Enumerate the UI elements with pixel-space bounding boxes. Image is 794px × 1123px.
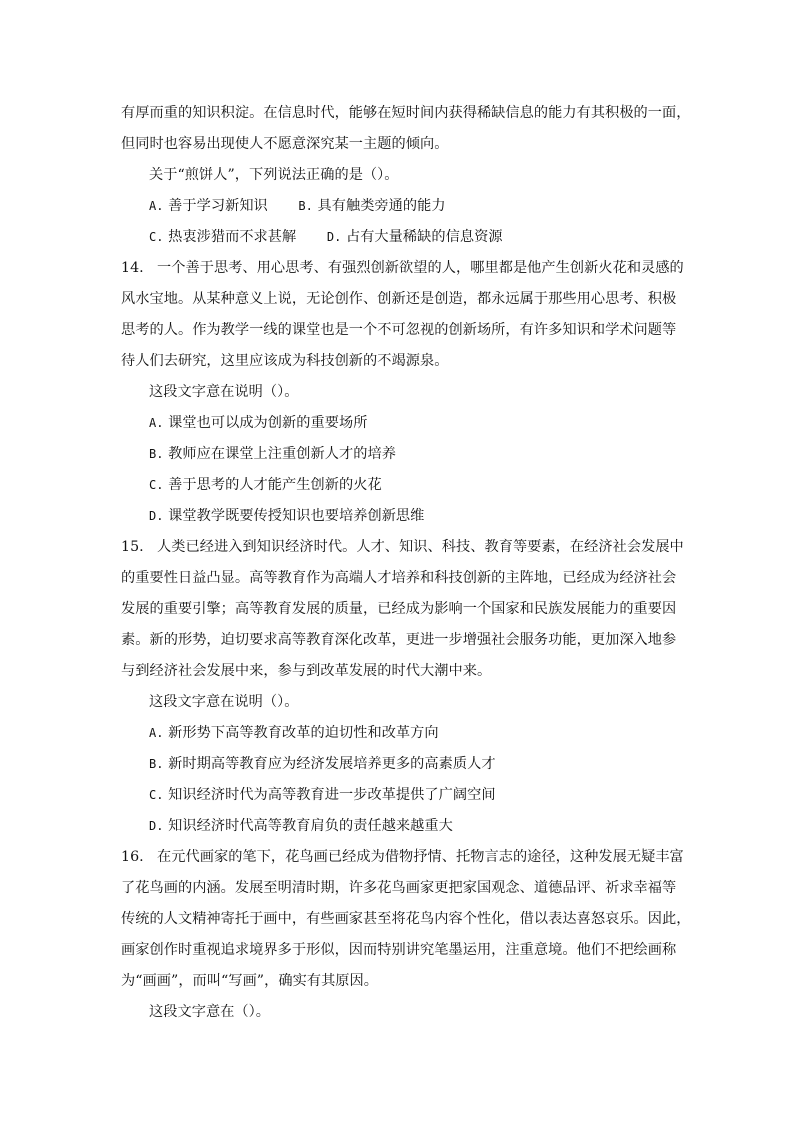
q15-option-d [121, 811, 681, 842]
q16-line: 画家创作时重视追求境界多于形似，因而特别讲究笔墨运用，注重意境。他们不把绘画称 [121, 942, 677, 958]
intro-options-row-1 [121, 191, 681, 222]
option-letter: C. [149, 478, 164, 492]
option-letter: C. [149, 788, 164, 802]
q16-question: 这段文字意在（）。 [149, 1004, 271, 1020]
q14-option-c [121, 470, 681, 501]
option-letter: B. [149, 447, 164, 461]
q15-line: 与到经济社会发展中来，参与到改革发展的时代大潮中来。 [121, 663, 492, 679]
option-letter: B. [149, 757, 164, 771]
intro-line: 有厚而重的知识积淀。在信息时代，能够在短时间内获得稀缺信息的能力有其积极的一面， [121, 105, 691, 121]
q16-text: 在元代画家的笔下，花鸟画已经成为借物抒情、托物言志的途径，这种发展无疑丰富 [157, 849, 684, 865]
option-text: 具有触类旁通的能力 [317, 198, 446, 214]
q16-line: 为“画画”，而叫“写画”，确实有其原因。 [121, 973, 379, 989]
option-text: 热衷涉猎而不求甚解 [168, 229, 297, 245]
option-text: 课堂也可以成为创新的重要场所 [168, 415, 368, 431]
question-number: 16. [121, 849, 144, 865]
q14-question: 这段文字意在说明（）。 [149, 384, 299, 400]
document-body [121, 98, 691, 1028]
option-letter: B. [298, 199, 313, 213]
q14-option-b [121, 439, 681, 470]
option-letter: D. [149, 509, 164, 523]
intro-question: 关于“煎饼人”，下列说法正确的是（）。 [149, 167, 399, 183]
intro-line: 但同时也容易出现使人不愿意深究某一主题的倾向。 [121, 136, 449, 152]
q15-text: 人类已经进入到知识经济时代。人才、知识、科技、教育等要素，在经济社会发展中 [157, 539, 684, 555]
option-text: 善于学习新知识 [168, 198, 268, 214]
option-letter: D. [149, 819, 164, 833]
q16-line: 了花鸟画的内涵。发展至明清时期，许多花鸟画家更把家国观念、道德品评、祈求幸福等 [121, 880, 677, 896]
option-text: 善于思考的人才能产生创新的火花 [168, 477, 382, 493]
option-text: 新时期高等教育应为经济发展培养更多的高素质人才 [168, 756, 496, 772]
q14-option-a [121, 408, 681, 439]
option-letter: A. [149, 416, 164, 430]
question-number: 15. [121, 539, 144, 555]
q15-question: 这段文字意在说明（）。 [149, 694, 299, 710]
q14-line [121, 253, 684, 284]
q16-line [121, 842, 684, 873]
q16-line: 传统的人文精神寄托于画中，有些画家甚至将花鸟内容个性化，借以表达喜怒哀乐。因此， [121, 911, 691, 927]
option-text: 知识经济时代高等教育肩负的责任越来越重大 [168, 818, 453, 834]
q15-option-a [121, 718, 681, 749]
option-text: 知识经济时代为高等教育进一步改革提供了广阔空间 [168, 787, 496, 803]
option-letter: C. [149, 230, 164, 244]
q14-line: 风水宝地。从某种意义上说，无论创作、创新还是创造，都永远属于那些用心思考、积极 [121, 291, 677, 307]
q15-line: 素。新的形势，迫切要求高等教育深化改革，更进一步增强社会服务功能，更加深入地参 [121, 632, 677, 648]
intro-options-row-2 [121, 222, 681, 253]
option-text: 课堂教学既要传授知识也要培养创新思维 [168, 508, 425, 524]
q14-line: 思考的人。作为教学一线的课堂也是一个不可忽视的创新场所，有许多知识和学术问题等 [121, 322, 677, 338]
option-text: 教师应在课堂上注重创新人才的培养 [168, 446, 396, 462]
option-letter: A. [149, 199, 164, 213]
q15-option-b [121, 749, 681, 780]
q14-text: 一个善于思考、用心思考、有强烈创新欲望的人，哪里都是他产生创新火花和灵感的 [157, 260, 684, 276]
option-letter: D. [326, 230, 342, 244]
option-letter: A. [149, 726, 164, 740]
q14-option-d [121, 501, 681, 532]
q15-option-c [121, 780, 681, 811]
option-text: 占有大量稀缺的信息资源 [345, 229, 503, 245]
question-number: 14. [121, 260, 144, 276]
option-text: 新形势下高等教育改革的迫切性和改革方向 [168, 725, 439, 741]
q15-line [121, 532, 684, 563]
q15-line: 的重要性日益凸显。高等教育作为高端人才培养和科技创新的主阵地，已经成为经济社会 [121, 570, 677, 586]
q15-line: 发展的重要引擎；高等教育发展的质量，已经成为影响一个国家和民族发展能力的重要因 [121, 601, 677, 617]
q14-line: 待人们去研究，这里应该成为科技创新的不竭源泉。 [121, 353, 449, 369]
